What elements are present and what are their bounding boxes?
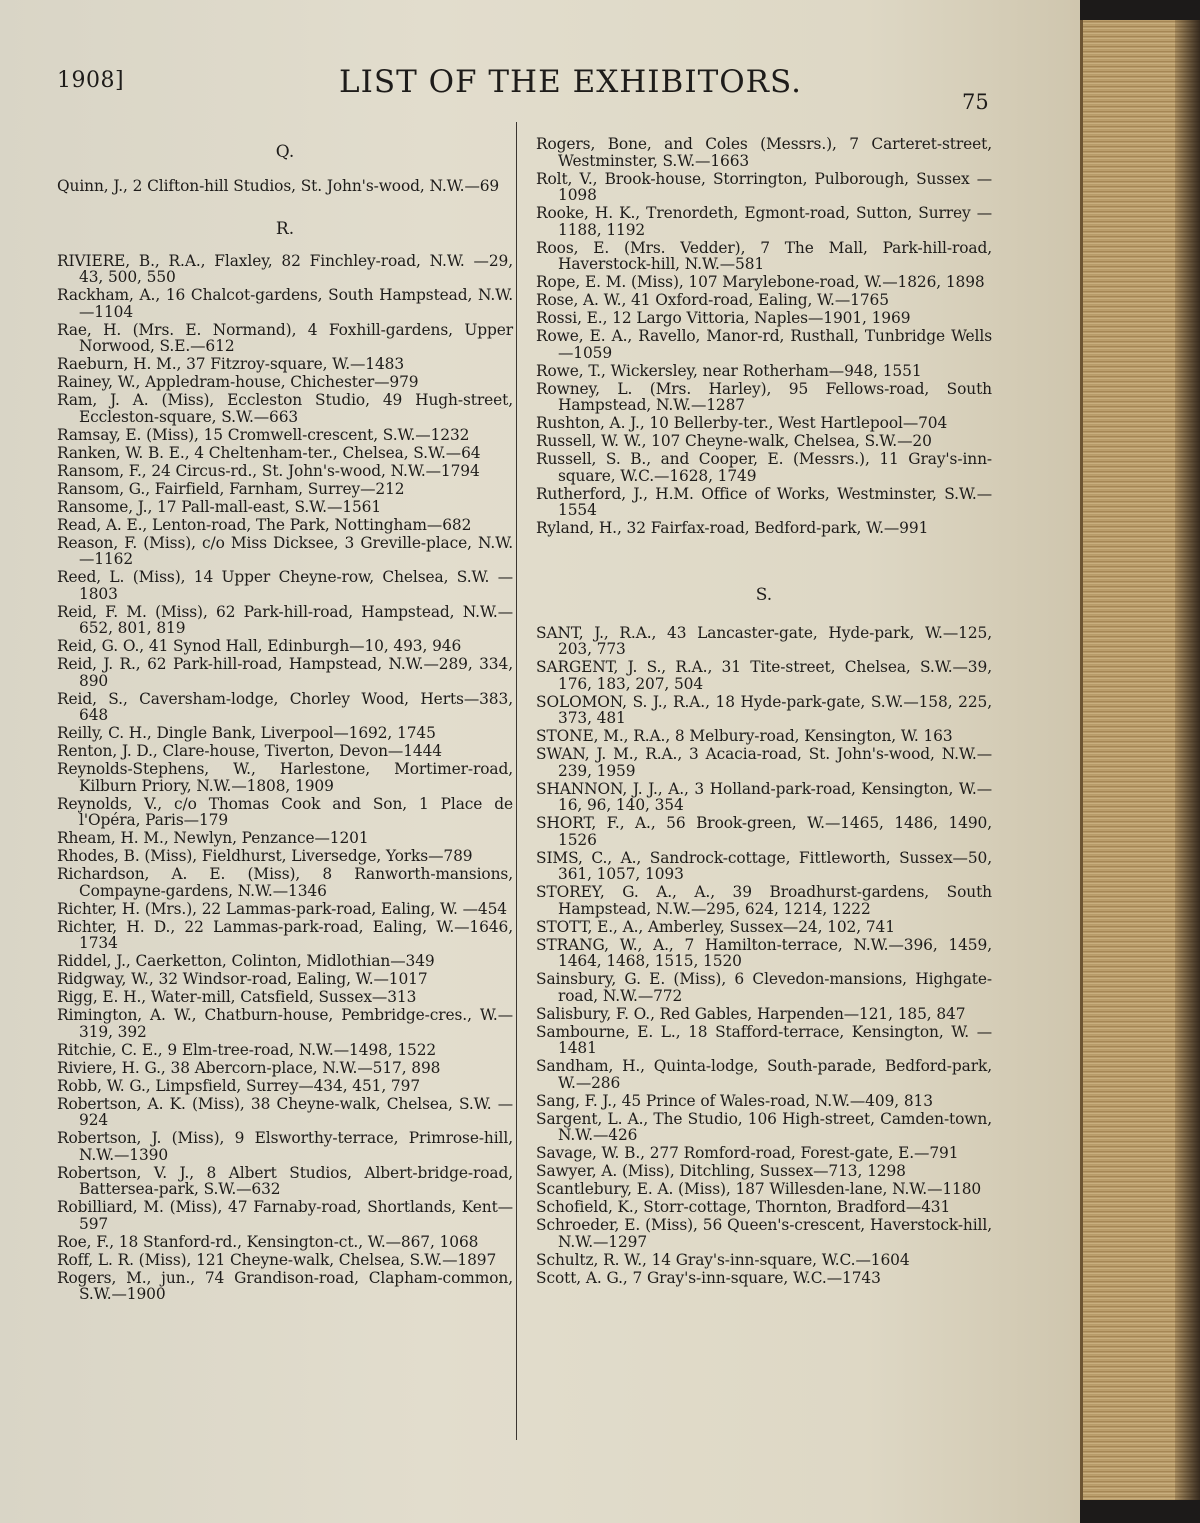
exhibitor-entry: Schultz, R. W., 14 Gray's-inn-square, W.C.—1604 (536, 1250, 910, 1269)
header-year: 1908] (57, 68, 125, 93)
exhibitor-entry: Sambourne, E. L., 18 Stafford-terrace, Kensington, W. —1481 (536, 1022, 992, 1057)
section-heading: Q. (275, 142, 295, 162)
exhibitor-entry: STOREY, G. A., A., 39 Broadhurst-gardens, South Hampstead, N.W.—295, 624, 1214, 1222 (536, 883, 992, 918)
exhibitor-entry: Reid, S., Caversham-lodge, Chorley Wood, Herts—383, 648 (57, 689, 513, 724)
page-number: 75 (962, 90, 989, 114)
exhibitor-entry: RIVIERE, B., R.A., Flaxley, 82 Finchley-road, N.W. —29, 43, 500, 550 (57, 251, 513, 286)
exhibitor-entry: Rigg, E. H., Water-mill, Catsfield, Sussex—313 (57, 988, 417, 1006)
exhibitor-entry: Rogers, Bone, and Coles (Messrs.), 7 Carteret-street, Westminster, S.W.—1663 (536, 135, 992, 170)
exhibitor-entry: Ransom, F., 24 Circus-rd., St. John's-wood, N.W.—1794 (57, 461, 480, 480)
exhibitor-entry: SIMS, C., A., Sandrock-cottage, Fittleworth, Sussex—50, 361, 1057, 1093 (536, 848, 992, 883)
exhibitor-entry: Reynolds, V., c/o Thomas Cook and Son, 1 Place de l'Opéra, Paris—179 (57, 794, 513, 829)
exhibitor-entry: STRANG, W., A., 7 Hamilton-terrace, N.W.—396, 1459, 1464, 1468, 1515, 1520 (536, 935, 992, 970)
exhibitor-entry: Richter, H. (Mrs.), 22 Lammas-park-road, Ealing, W. —454 (57, 899, 507, 918)
exhibitor-entry: Roos, E. (Mrs. Vedder), 7 The Mall, Park-hill-road, Haverstock-hill, N.W.—581 (536, 238, 992, 273)
exhibitor-entry: Robilliard, M. (Miss), 47 Farnaby-road, Shortlands, Kent—597 (57, 1198, 513, 1233)
exhibitor-entry: Reid, J. R., 62 Park-hill-road, Hampstead, N.W.—289, 334, 890 (57, 655, 513, 690)
exhibitor-entry: Reilly, C. H., Dingle Bank, Liverpool—1692, 1745 (57, 724, 436, 742)
exhibitor-entry: Ritchie, C. E., 9 Elm-tree-road, N.W.—1498, 1522 (57, 1040, 437, 1059)
exhibitor-entry: SOLOMON, S. J., R.A., 18 Hyde-park-gate, S.W.—158, 225, 373, 481 (536, 692, 992, 727)
exhibitor-entry: Rope, E. M. (Miss), 107 Marylebone-road, W.—1826, 1898 (536, 273, 985, 291)
exhibitor-entry: Rowney, L. (Mrs. Harley), 95 Fellows-road, South Hampstead, N.W.—1287 (536, 379, 992, 414)
exhibitor-entry: Robb, W. G., Limpsfield, Surrey—434, 451, 797 (57, 1076, 421, 1095)
exhibitor-entry: Sandham, H., Quinta-lodge, South-parade, Bedford-park, W.—286 (536, 1057, 992, 1092)
exhibitor-entry: Riddel, J., Caerketton, Colinton, Midlothian—349 (57, 952, 435, 970)
exhibitor-entry: Robertson, A. K. (Miss), 38 Cheyne-walk, Chelsea, S.W. —924 (57, 1094, 513, 1129)
header-title: LIST OF THE EXHIBITORS. (339, 64, 802, 100)
exhibitor-entry: Scantlebury, E. A. (Miss), 187 Willesden-lane, N.W.—1180 (536, 1180, 982, 1198)
right-column (536, 136, 992, 1288)
exhibitor-entry: Reid, G. O., 41 Synod Hall, Edinburgh—10, 493, 946 (57, 637, 462, 655)
exhibitor-entry: Richter, H. D., 22 Lammas-park-road, Ealing, W.—1646, 1734 (57, 917, 513, 952)
exhibitor-entry: Quinn, J., 2 Clifton-hill Studios, St. John's-wood, N.W.—69 (57, 177, 500, 195)
exhibitor-entry: Rackham, A., 16 Chalcot-gardens, South Hampstead, N.W.—1104 (57, 286, 513, 321)
exhibitor-entry: Ryland, H., 32 Fairfax-road, Bedford-park, W.—991 (536, 519, 929, 537)
exhibitor-entry: Roff, L. R. (Miss), 121 Cheyne-walk, Chelsea, S.W.—1897 (57, 1250, 497, 1269)
exhibitor-entry: Scott, A. G., 7 Gray's-inn-square, W.C.—1743 (536, 1268, 881, 1287)
exhibitor-entry: Renton, J. D., Clare-house, Tiverton, Devon—1444 (57, 742, 442, 760)
exhibitor-entry: Ransom, G., Fairfield, Farnham, Surrey—212 (57, 479, 405, 498)
exhibitor-entry: Robertson, V. J., 8 Albert Studios, Albert-bridge-road, Battersea-park, S.W.—632 (57, 1163, 513, 1198)
exhibitor-entry: SHORT, F., A., 56 Brook-green, W.—1465, 1486, 1490, 1526 (536, 814, 992, 849)
exhibitor-entry: Reason, F. (Miss), c/o Miss Dicksee, 3 Greville-place, N.W.—1162 (57, 533, 513, 568)
exhibitor-entry: Rooke, H. K., Trenordeth, Egmont-road, Sutton, Surrey —1188, 1192 (536, 204, 992, 239)
exhibitor-entry: Rainey, W., Appledram-house, Chichester—979 (57, 373, 419, 391)
exhibitor-entry: Rae, H. (Mrs. E. Normand), 4 Foxhill-gardens, Upper Norwood, S.E.—612 (57, 320, 513, 355)
exhibitor-entry: Ram, J. A. (Miss), Eccleston Studio, 49 Hugh-street, Eccleston-square, S.W.—663 (57, 391, 513, 426)
exhibitor-entry: Reid, F. M. (Miss), 62 Park-hill-road, Hampstead, N.W.—652, 801, 819 (57, 602, 513, 637)
exhibitor-entry: Ransome, J., 17 Pall-mall-east, S.W.—1561 (57, 497, 382, 516)
exhibitor-entry: STOTT, E., A., Amberley, Sussex—24, 102, 741 (536, 917, 895, 936)
exhibitor-entry: Rheam, H. M., Newlyn, Penzance—1201 (57, 829, 369, 847)
exhibitor-entry: SARGENT, J. S., R.A., 31 Tite-street, Chelsea, S.W.—39, 176, 183, 207, 504 (536, 658, 992, 693)
book-page-edges (1080, 20, 1200, 1500)
exhibitor-entry: Sang, F. J., 45 Prince of Wales-road, N.W.—409, 813 (536, 1091, 933, 1110)
exhibitor-entry: Riviere, H. G., 38 Abercorn-place, N.W.—517, 898 (57, 1058, 441, 1077)
exhibitor-entry: Rowe, E. A., Ravello, Manor-rd, Rusthall, Tunbridge Wells—1059 (536, 327, 992, 362)
exhibitor-entry: Raeburn, H. M., 37 Fitzroy-square, W.—1483 (57, 355, 405, 373)
exhibitor-entry: STONE, M., R.A., 8 Melbury-road, Kensington, W. 163 (536, 727, 953, 745)
exhibitor-entry: Russell, W. W., 107 Cheyne-walk, Chelsea, S.W.—20 (536, 432, 932, 450)
exhibitor-entry: Ranken, W. B. E., 4 Cheltenham-ter., Chelsea, S.W.—64 (57, 443, 481, 462)
exhibitor-entry: Schofield, K., Storr-cottage, Thornton, Bradford—431 (536, 1198, 951, 1216)
exhibitor-entry: Reynolds-Stephens, W., Harlestone, Mortimer-road, Kilburn Priory, N.W.—1808, 1909 (57, 760, 513, 795)
exhibitor-entry: Rhodes, B. (Miss), Fieldhurst, Liversedge, Yorks—789 (57, 847, 473, 865)
exhibitor-entry: Sargent, L. A., The Studio, 106 High-street, Camden-town, N.W.—426 (536, 1109, 992, 1144)
exhibitor-entry: Rolt, V., Brook-house, Storrington, Pulborough, Sussex —1098 (536, 169, 992, 204)
section-heading: R. (275, 218, 295, 239)
exhibitor-entry: Salisbury, F. O., Red Gables, Harpenden—121, 185, 847 (536, 1004, 966, 1023)
exhibitor-entry: Rogers, M., jun., 74 Grandison-road, Clapham-common, S.W.—1900 (57, 1268, 513, 1303)
exhibitor-entry: Rossi, E., 12 Largo Vittoria, Naples—1901, 1969 (536, 309, 911, 327)
exhibitor-entry: Rose, A. W., 41 Oxford-road, Ealing, W.—1765 (536, 291, 889, 309)
exhibitor-entry: SHANNON, J. J., A., 3 Holland-park-road, Kensington, W.—16, 96, 140, 354 (536, 779, 992, 814)
exhibitor-entry: SANT, J., R.A., 43 Lancaster-gate, Hyde-park, W.—125, 203, 773 (536, 623, 992, 658)
section-heading: S. (755, 584, 773, 605)
exhibitor-entry: Ridgway, W., 32 Windsor-road, Ealing, W.—1017 (57, 970, 428, 988)
exhibitor-entry: Sawyer, A. (Miss), Ditchling, Sussex—713, 1298 (536, 1162, 906, 1180)
exhibitor-entry: Reed, L. (Miss), 14 Upper Cheyne-row, Chelsea, S.W. —1803 (57, 568, 513, 603)
exhibitor-entry: Savage, W. B., 277 Romford-road, Forest-gate, E.—791 (536, 1144, 959, 1162)
exhibitor-entry: Roe, F., 18 Stanford-rd., Kensington-ct., W.—867, 1068 (57, 1232, 479, 1251)
exhibitor-entry: Rushton, A. J., 10 Bellerby-ter., West Hartlepool—704 (536, 414, 948, 432)
exhibitor-entry: Robertson, J. (Miss), 9 Elsworthy-terrace, Primrose-hill, N.W.—1390 (57, 1129, 513, 1164)
exhibitor-entry: Rutherford, J., H.M. Office of Works, Westminster, S.W.—1554 (536, 484, 992, 519)
exhibitor-entry: Russell, S. B., and Cooper, E. (Messrs.), 11 Gray's-inn-square, W.C.—1628, 1749 (536, 450, 992, 485)
exhibitor-entry: Rimington, A. W., Chatburn-house, Pembridge-cres., W.—319, 392 (57, 1006, 513, 1041)
exhibitor-entry: Rowe, T., Wickersley, near Rotherham—948, 1551 (536, 361, 922, 380)
left-column (57, 140, 513, 1304)
exhibitor-entry: Ramsay, E. (Miss), 15 Cromwell-crescent, S.W.—1232 (57, 425, 470, 444)
exhibitor-entry: SWAN, J. M., R.A., 3 Acacia-road, St. John's-wood, N.W.—239, 1959 (536, 745, 992, 780)
exhibitor-entry: Richardson, A. E. (Miss), 8 Ranworth-mansions, Compayne-gardens, N.W.—1346 (57, 865, 513, 900)
exhibitor-entry: Read, A. E., Lenton-road, The Park, Nottingham—682 (57, 515, 472, 534)
exhibitor-entry: Sainsbury, G. E. (Miss), 6 Clevedon-mansions, Highgate-road, N.W.—772 (536, 970, 992, 1005)
column-divider (516, 122, 517, 1440)
exhibitor-entry: Schroeder, E. (Miss), 56 Queen's-crescent, Haverstock-hill, N.W.—1297 (536, 1216, 992, 1251)
